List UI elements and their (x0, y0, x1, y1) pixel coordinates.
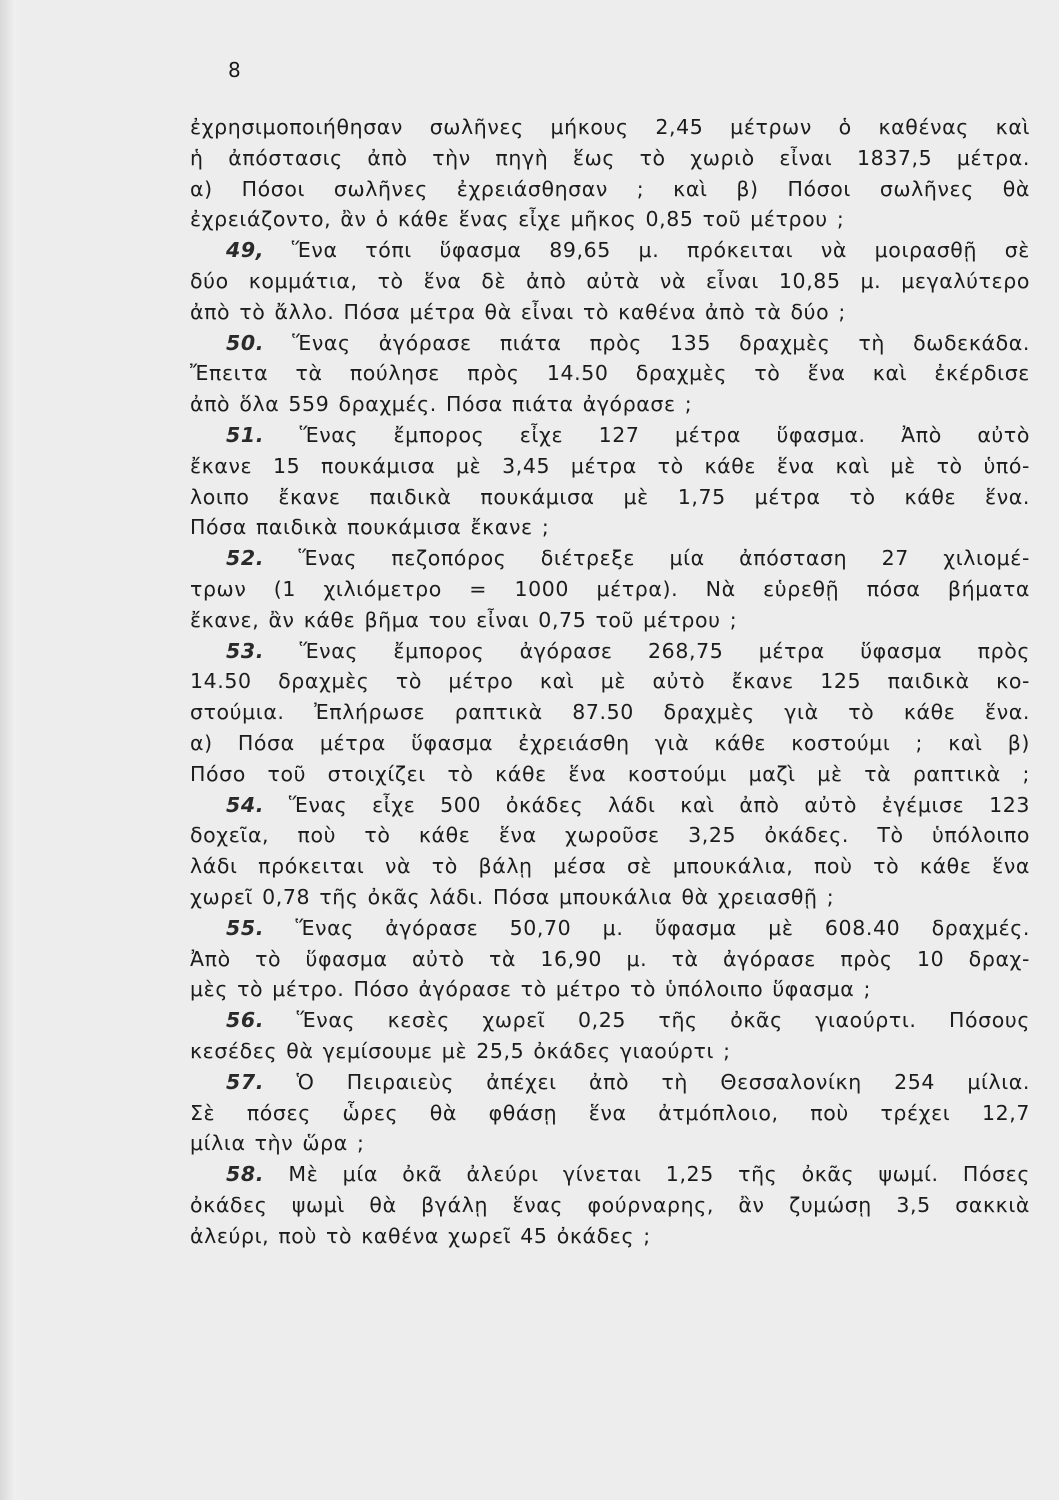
text-line: ἀπὸ τὸ ἄλλο. Πόσα μέτρα θὰ εἶναι τὸ καθένα ἀπὸ τὰ δύο ; (190, 299, 846, 324)
text-line: στούμια. Ἐπλήρωσε ραπτικὰ 87.50 δραχμὲς γιὰ τὸ κάθε ἕνα. (190, 700, 1030, 725)
text-line: ἀλεύρι, ποὺ τὸ καθένα χωρεῖ 45 ὀκάδες ; (190, 1223, 651, 1248)
text-line: ἐχρειάζοντο, ἂν ὁ κάθε ἕνας εἶχε μῆκος 0,85 τοῦ μέτρου ; (190, 207, 845, 232)
problem-58-first-line (190, 1159, 1030, 1190)
problem-number: 50. (226, 330, 265, 355)
problem-number: 56. (226, 1008, 265, 1033)
text-line: Ἕνας ἀγόρασε πιάτα πρὸς 135 δραχμὲς τὴ δωδεκάδα. (292, 330, 1030, 355)
text-line: Ὁ Πειραιεὺς ἀπέχει ἀπὸ τὴ Θεσσαλονίκη 254 μίλια. (296, 1069, 1030, 1094)
text-line: Ἕνας ἀγόρασε 50,70 μ. ὕφασμα μὲ 608.40 δραχμές. (295, 915, 1030, 940)
problem-55-first-line (190, 913, 1030, 944)
problem-number: 52. (226, 546, 265, 571)
text-line: δύο κομμάτια, τὸ ἕνα δὲ ἀπὸ αὐτὰ νὰ εἶναι 10,85 μ. μεγαλύτερο (190, 268, 1030, 293)
text-line: κεσέδες θὰ γεμίσουμε μὲ 25,5 ὀκάδες γιαούρτι ; (190, 1038, 731, 1063)
problem-number: 51. (226, 422, 265, 447)
text-line: Ἕνας ἔμπορος εἶχε 127 μέτρα ὕφασμα. Ἀπὸ αὐτὸ (299, 422, 1030, 447)
text-line: λοιπο ἔκανε παιδικὰ πουκάμισα μὲ 1,75 μέτρα τὸ κάθε ἕνα. (190, 484, 1030, 509)
text-line: Μὲ μία ὀκᾶ ἀλεύρι γίνεται 1,25 τῆς ὀκᾶς ψωμί. Πόσες (288, 1162, 1030, 1187)
page-edge-shadow (0, 0, 24, 1500)
text-line: α) Πόσοι σωλῆνες ἐχρειάσθησαν ; καὶ β) Πόσοι σωλῆνες θὰ (190, 176, 1030, 201)
text-line: ἔκανε, ἂν κάθε βῆμα του εἶναι 0,75 τοῦ μέτρου ; (190, 607, 738, 632)
text-line: χωρεῖ 0,78 τῆς ὀκᾶς λάδι. Πόσα μπουκάλια θὰ χρειασθῇ ; (190, 884, 835, 909)
text-line: ὀκάδες ψωμὶ θὰ βγάλῃ ἕνας φούρναρης, ἂν ζυμώσῃ 3,5 σακκιὰ (190, 1192, 1030, 1217)
text-line: Ἕνας εἶχε 500 ὀκάδες λάδι καὶ ἀπὸ αὐτὸ ἐγέμισε 123 (288, 792, 1030, 817)
problem-number: 57. (226, 1069, 265, 1094)
text-line: Ἕνας κεσὲς χωρεῖ 0,25 τῆς ὀκᾶς γιαούρτι. Πόσους (296, 1008, 1030, 1033)
text-line: λάδι πρόκειται νὰ τὸ βάλῃ μέσα σὲ μπουκάλια, ποὺ τὸ κάθε ἕνα (190, 854, 1030, 879)
problem-51-first-line (190, 420, 1030, 451)
text-line: Ἕνα τόπι ὕφασμα 89,65 μ. πρόκειται νὰ μοιρασθῇ σὲ (291, 238, 1030, 263)
text-line: μὲς τὸ μέτρο. Πόσο ἀγόρασε τὸ μέτρο τὸ ὑπόλοιπο ὕφασμα ; (190, 977, 872, 1002)
problem-49-first-line (190, 235, 1030, 266)
text-line: α) Πόσα μέτρα ὕφασμα ἐχρειάσθη γιὰ κάθε κοστούμι ; καὶ β) (190, 730, 1030, 755)
text-line: ἔκανε 15 πουκάμισα μὲ 3,45 μέτρα τὸ κάθε ἕνα καὶ μὲ τὸ ὑπό- (190, 453, 1030, 478)
text-line: Ἔπειτα τὰ πούλησε πρὸς 14.50 δραχμὲς τὸ ἕνα καὶ ἐκέρδισε (190, 361, 1030, 386)
text-line: Πόσο τοῦ στοιχίζει τὸ κάθε ἕνα κοστούμι μαζὶ μὲ τὰ ραπτικὰ ; (190, 761, 1030, 786)
problem-56-first-line (190, 1005, 1030, 1036)
text-line: Σὲ πόσες ὧρες θὰ φθάσῃ ἕνα ἀτμόπλοιο, ποὺ τρέχει 12,7 (190, 1100, 1030, 1125)
text-line: μίλια τὴν ὥρα ; (190, 1131, 365, 1156)
problem-57-first-line (190, 1067, 1030, 1098)
text-line: ἡ ἀπόστασις ἀπὸ τὴν πηγὴ ἕως τὸ χωριὸ εἶναι 1837,5 μέτρα. (190, 145, 1030, 170)
text-line: Πόσα παιδικὰ πουκάμισα ἔκανε ; (190, 515, 550, 540)
problem-number: 58. (226, 1162, 265, 1187)
page-number: 8 (228, 58, 241, 82)
problem-54-first-line (190, 790, 1030, 821)
problem-53-first-line (190, 636, 1030, 667)
problem-text (190, 112, 1030, 1251)
text-line: 14.50 δραχμὲς τὸ μέτρο καὶ μὲ αὐτὸ ἔκανε 125 παιδικὰ κο- (190, 669, 1030, 694)
text-line: δοχεῖα, ποὺ τὸ κάθε ἕνα χωροῦσε 3,25 ὀκάδες. Τὸ ὑπόλοιπο (190, 823, 1030, 848)
problem-number: 53. (226, 638, 265, 663)
problem-number: 54. (226, 792, 265, 817)
problem-50-first-line (190, 328, 1030, 359)
problem-52-first-line (190, 543, 1030, 574)
text-line: Ἕνας ἔμπορος ἀγόρασε 268,75 μέτρα ὕφασμα πρὸς (299, 638, 1030, 663)
problem-number: 55. (226, 915, 265, 940)
text-line: τρων (1 χιλιόμετρο = 1000 μέτρα). Νὰ εὑρεθῇ πόσα βήματα (190, 576, 1030, 601)
text-line: Ἕνας πεζοπόρος διέτρεξε μία ἀπόσταση 27 χιλιομέ- (298, 546, 1030, 571)
text-line: Ἀπὸ τὸ ὕφασμα αὐτὸ τὰ 16,90 μ. τὰ ἀγόρασε πρὸς 10 δραχ- (190, 946, 1030, 971)
problem-number: 49, (226, 238, 265, 263)
text-line: ἀπὸ ὅλα 559 δραχμές. Πόσα πιάτα ἀγόρασε ; (190, 392, 693, 417)
text-line: ἐχρησιμοποιήθησαν σωλῆνες μήκους 2,45 μέτρων ὁ καθένας καὶ (190, 115, 1030, 139)
